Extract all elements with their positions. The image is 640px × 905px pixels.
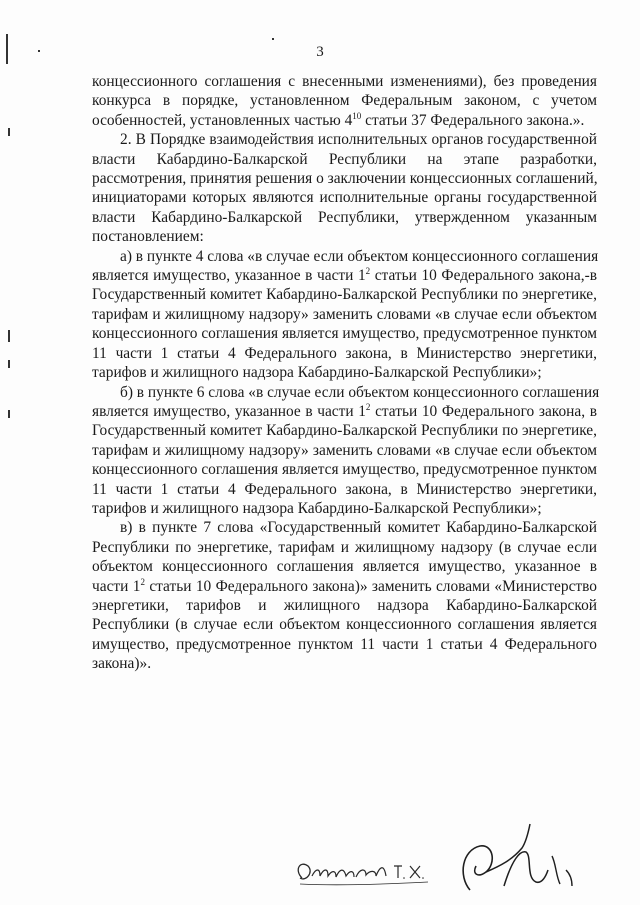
text-line: концессионного соглашения является имущество, предусмотренное пунктом: [92, 325, 597, 343]
text-line: тарифов и жилищного надзора Кабардино-Балкарской Республики»;: [92, 364, 542, 382]
text-line: имущество, предусмотренное пунктом 11 части 1 статьи 4 Федерального: [92, 635, 597, 653]
text-line: [92, 402, 597, 421]
text-line: 2. В Порядке взаимодействия исполнительных органов государственной: [120, 131, 597, 149]
text-line: 11 части 1 статьи 4 Федерального закона, в Министерство энергетики,: [92, 344, 597, 362]
superscript: 10: [352, 110, 362, 121]
text-line: тарифам и жилищному надзору» заменить словами «в случае если объектом: [92, 305, 597, 323]
text-line: власти Кабардино-Балкарской Республики на этапе разработки,: [92, 150, 597, 168]
superscript: 2: [365, 401, 371, 412]
text-line: 11 части 1 статьи 4 Федерального закона, в Министерство энергетики,: [92, 480, 597, 498]
text-fragment: является имущество, указанное в части 1: [92, 267, 366, 285]
text-line: власти Кабардино-Балкарской Республики, утвержденном указанным: [92, 208, 597, 226]
text-line: а) в пункте 4 слова «в случае если объектом концессионного соглашения: [120, 247, 599, 265]
handwritten-signature: [290, 820, 590, 900]
text-line: закона)».: [92, 655, 152, 673]
text-fragment: статьи 37 Федерального закона.».: [365, 111, 585, 129]
scan-artifact: [8, 330, 10, 342]
text-fragment: статьи 10 Федерального закона, в: [375, 402, 597, 420]
text-line: постановлением:: [92, 228, 204, 246]
text-line: Республики по энергетике, тарифам и жилищному надзору (в случае если: [92, 538, 597, 556]
paragraph-subitem-v: [92, 518, 597, 673]
text-line: [92, 266, 597, 285]
paragraph-continuation: [92, 72, 597, 130]
scan-artifact: [8, 128, 10, 136]
text-line: концессионного соглашения является имущество, предусмотренное пунктом: [92, 461, 597, 479]
text-line: конкурса в порядке, установленном Федеральным законом, с учетом: [92, 92, 597, 110]
text-line: Государственный комитет Кабардино-Балкарской Республики по энергетике,: [92, 286, 597, 304]
text-fragment: особенностей, установленных частью 4: [92, 111, 353, 129]
paragraph-subitem-b: [92, 383, 600, 519]
page-number: 3: [316, 44, 324, 60]
signature-area: [290, 820, 590, 900]
text-line: рассмотрения, принятия решения о заключении концессионных соглашений,: [92, 170, 598, 188]
text-line: Республики (в случае если объектом концессионного соглашения является: [92, 616, 597, 634]
text-fragment: является имущество, указанное в части 1: [92, 402, 366, 420]
text-fragment: части 1: [92, 577, 141, 595]
paragraph-subitem-a: [92, 247, 597, 383]
text-fragment: статьи 10 Федерального закона,-в: [374, 267, 597, 285]
text-fragment: статьи 10 Федерального закона)» заменить словами «Министерство: [149, 577, 597, 595]
text-line: Государственный комитет Кабардино-Балкарской Республики по энергетике,: [92, 422, 597, 440]
text-line: тарифам и жилищному надзору» заменить словами «в случае если объектом: [92, 441, 597, 459]
text-line: объектом концессионного соглашения является имущество, указанное в: [92, 558, 597, 576]
text-line: б) в пункте 6 слова «в случае если объектом концессионного соглашения: [120, 383, 600, 401]
text-line: в) в пункте 7 слова «Государственный комитет Кабардино-Балкарской: [120, 519, 597, 537]
text-line: инициаторами которых являются исполнительные органы государственной: [92, 189, 597, 207]
superscript: 2: [140, 576, 145, 587]
text-line: [92, 111, 597, 130]
text-line: [92, 577, 597, 596]
text-line: тарифов и жилищного надзора Кабардино-Балкарской Республики»;: [92, 499, 542, 517]
document-body: [92, 72, 600, 674]
superscript: 2: [365, 266, 371, 277]
scan-artifact: [8, 360, 10, 368]
paragraph-item-2: [92, 130, 597, 246]
text-line: концессионного соглашения с внесенными изменениями), без проведения: [92, 73, 597, 90]
text-line: энергетики, тарифов и жилищного надзора Кабардино-Балкарской: [92, 596, 597, 614]
scan-artifact: [272, 38, 274, 40]
scan-artifact: [8, 410, 10, 418]
